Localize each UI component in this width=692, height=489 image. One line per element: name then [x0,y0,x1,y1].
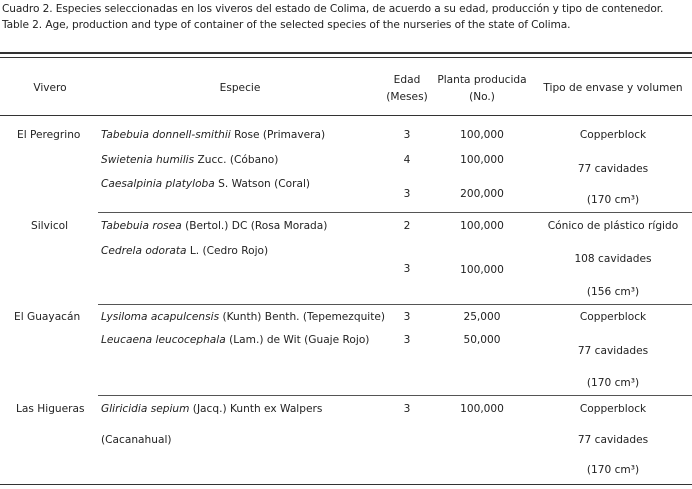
envase-cavidades: 77 cavidades [577,345,649,357]
species-name: Leucaena leucocephala [101,334,226,346]
header-edad-unit: (Meses) [386,91,428,103]
edad-value: 3 [403,311,411,323]
produccion-value: 100,000 [460,220,504,232]
table-row [101,178,310,190]
vivero-name: Silvicol [31,220,69,232]
species-authority: (Cacanahual) [101,434,172,446]
envase-tipo: Copperblock [579,311,647,323]
envase-tipo: Copperblock [579,129,647,141]
table-row [101,334,369,346]
species-authority: Rose (Primavera) [230,129,326,141]
table-row [101,403,322,415]
header-especie: Especie [219,82,261,94]
table-top-rule-2 [0,57,692,58]
envase-volumen: (170 cm³) [586,464,640,476]
produccion-value: 100,000 [460,154,504,166]
species-authority: (Bertol.) DC (Rosa Morada) [181,220,328,232]
header-planta: Planta producida [437,74,527,86]
produccion-value: 100,000 [460,403,504,415]
caption-english: Table 2. Age, production and type of container of the selected species of the nurseries of the state of Colima. [2,19,571,31]
species-name: Gliricidia sepium [101,403,190,415]
table-top-rule [0,52,692,54]
envase-volumen: (170 cm³) [586,377,640,389]
envase-volumen: (156 cm³) [586,286,640,298]
produccion-value: 100,000 [460,129,504,141]
species-name: Swietenia humilis [101,154,195,166]
species-name: Tabebuia rosea [101,220,182,232]
header-edad: Edad [393,74,421,86]
edad-value: 3 [403,188,411,200]
species-authority: (Lam.) de Wit (Guaje Rojo) [225,334,370,346]
table-row [101,245,268,257]
species-authority: L. (Cedro Rojo) [186,245,269,257]
species-name: Caesalpinia platyloba [101,178,215,190]
edad-value: 3 [403,334,411,346]
table-row [101,154,278,166]
envase-volumen: (170 cm³) [586,194,640,206]
edad-value: 3 [403,129,411,141]
table-bottom-rule [0,484,692,485]
table-row [101,311,385,323]
envase-cavidades: 77 cavidades [577,434,649,446]
header-bottom-rule [0,115,692,116]
table-row [101,434,172,446]
produccion-value: 50,000 [463,334,501,346]
species-authority: S. Watson (Coral) [214,178,311,190]
edad-value: 3 [403,403,411,415]
table-row [101,220,327,232]
species-authority: Zucc. (Cóbano) [194,154,279,166]
header-envase: Tipo de envase y volumen [543,82,683,94]
group-separator [98,212,692,213]
species-authority: (Kunth) Benth. (Tepemezquite) [219,311,386,323]
vivero-name: El Guayacán [14,311,81,323]
group-separator [98,304,692,305]
header-planta-unit: (No.) [469,91,495,103]
envase-cavidades: 108 cavidades [574,253,652,265]
table-row [101,129,325,141]
produccion-value: 200,000 [460,188,504,200]
edad-value: 3 [403,263,411,275]
envase-tipo: Cónico de plástico rígido [547,220,679,232]
edad-value: 4 [403,154,411,166]
species-authority: (Jacq.) Kunth ex Walpers [189,403,323,415]
group-separator [98,395,692,396]
envase-cavidades: 77 cavidades [577,163,649,175]
vivero-name: Las Higueras [16,403,85,415]
edad-value: 2 [403,220,411,232]
produccion-value: 100,000 [460,264,504,276]
species-name: Tabebuia donnell-smithii [101,129,231,141]
header-vivero: Vivero [33,82,67,94]
species-name: Lysiloma acapulcensis [101,311,220,323]
vivero-name: El Peregrino [17,129,81,141]
caption-spanish: Cuadro 2. Especies seleccionadas en los viveros del estado de Colima, de acuerdo a su edad, producción y tipo de contenedor. [2,3,664,15]
species-name: Cedrela odorata [101,245,187,257]
envase-tipo: Copperblock [579,403,647,415]
produccion-value: 25,000 [463,311,501,323]
